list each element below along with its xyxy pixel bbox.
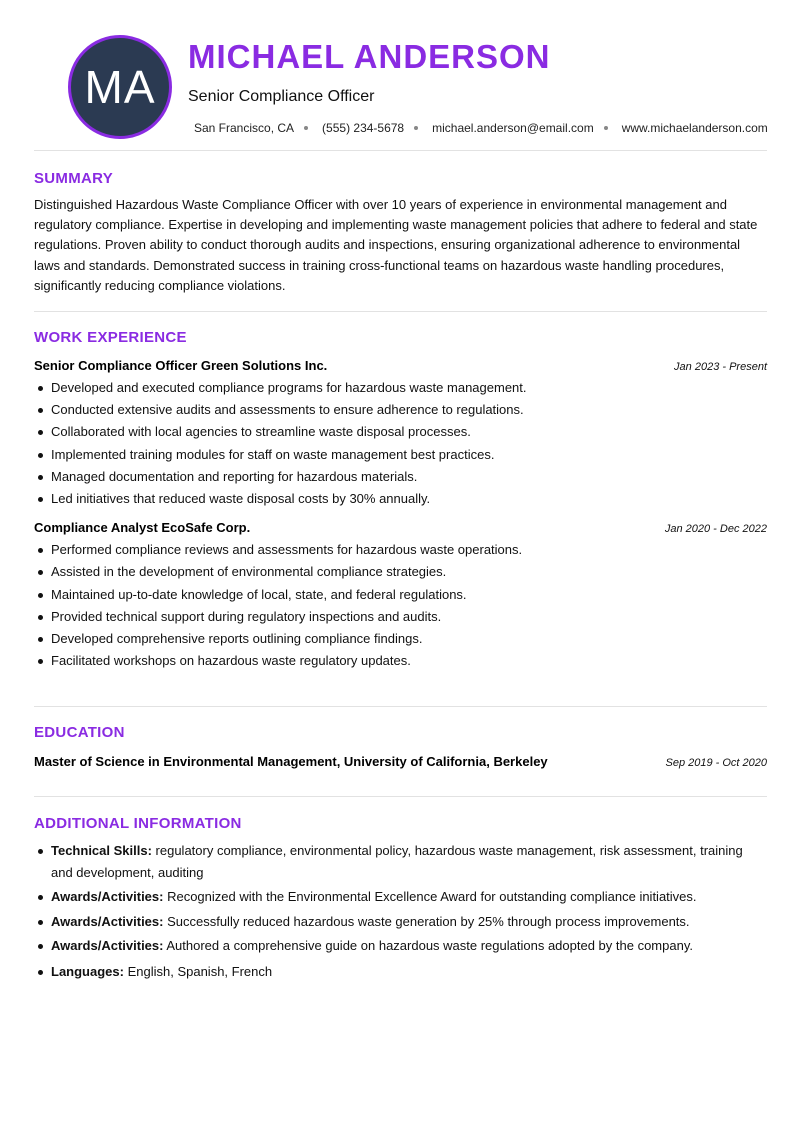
item-text: Recognized with the Environmental Excellence Award for outstanding compliance initiatives. (163, 889, 697, 905)
list-item: Developed and executed compliance programs for hazardous waste management. (51, 377, 767, 399)
item-label: Awards/Activities: (51, 937, 164, 953)
job-title: Senior Compliance Officer Green Solutions Inc. (34, 358, 328, 373)
contact-website[interactable]: www.michaelanderson.com (621, 121, 768, 135)
item-text: Successfully reduced hazardous waste generation by 25% through process improvements. (163, 913, 690, 929)
list-item: Performed compliance reviews and assessments for hazardous waste operations. (51, 539, 767, 561)
item-text: English, Spanish, French (123, 964, 273, 980)
job-bullets (34, 539, 767, 672)
contact-location: San Francisco, CA (194, 121, 295, 135)
job-header (34, 520, 767, 535)
list-item (51, 935, 767, 957)
list-item (51, 911, 767, 933)
job-dates: Jan 2020 - Dec 2022 (664, 523, 767, 536)
separator-dot-icon (304, 126, 308, 130)
job-bullets (34, 377, 767, 510)
list-item: Conducted extensive audits and assessments to ensure adherence to regulations. (51, 399, 767, 421)
list-item: Collaborated with local agencies to streamline waste disposal processes. (51, 421, 767, 443)
section-divider (34, 311, 767, 312)
item-label: Awards/Activities: (51, 913, 164, 929)
summary-section (34, 170, 767, 296)
job-header (34, 358, 767, 373)
job-entry (34, 358, 767, 510)
section-divider (34, 706, 767, 707)
separator-dot-icon (604, 126, 608, 130)
experience-heading: WORK EXPERIENCE (34, 329, 187, 346)
summary-heading: SUMMARY (34, 170, 114, 187)
education-section (34, 724, 767, 769)
item-text: Authored a comprehensive guide on hazardous waste regulations adopted by the company. (163, 937, 693, 953)
list-item: Managed documentation and reporting for hazardous materials. (51, 466, 767, 488)
list-item: Facilitated workshops on hazardous waste regulatory updates. (51, 650, 767, 672)
list-item (51, 886, 767, 908)
list-item: Led initiatives that reduced waste disposal costs by 30% annually. (51, 488, 767, 510)
item-label: Languages: (51, 964, 124, 980)
item-label: Awards/Activities: (51, 889, 164, 905)
list-item (51, 840, 767, 884)
separator-dot-icon (414, 126, 418, 130)
avatar (68, 35, 172, 139)
candidate-name: MICHAEL ANDERSON (188, 38, 551, 75)
item-text: regulatory compliance, environmental policy, hazardous waste management, risk assessment, training and development, auditing (51, 843, 743, 881)
contact-phone: (555) 234-5678 (322, 121, 405, 135)
job-dates: Jan 2023 - Present (674, 361, 767, 373)
education-heading: EDUCATION (34, 724, 125, 741)
list-item: Developed comprehensive reports outlining compliance findings. (51, 628, 767, 650)
candidate-role: Senior Compliance Officer (188, 88, 375, 105)
job-entry (34, 520, 767, 672)
resume-header (34, 0, 767, 150)
degree-title: Master of Science in Environmental Management, University of California, Berkeley (34, 754, 548, 769)
list-item: Provided technical support during regulatory inspections and audits. (51, 606, 767, 628)
contact-line (194, 121, 768, 135)
list-item: Maintained up-to-date knowledge of local, state, and federal regulations. (51, 584, 767, 606)
additional-list (34, 840, 767, 983)
summary-text: Distinguished Hazardous Waste Compliance Officer with over 10 years of experience in environmental management and regulatory compliance. Expertise in developing and implementing waste management policies that adhere to federal and state regulations. Proven ability to conduct thorough audits and inspections, ensuring organizational adherence to environmental laws and standards. Demonstrated success in training cross-functional teams on hazardous waste handling procedures, significantly reducing compliance violations. (34, 197, 758, 293)
contact-email[interactable]: michael.anderson@email.com (432, 121, 594, 135)
item-label: Technical Skills: (51, 843, 152, 858)
section-divider (34, 796, 767, 797)
list-item: Assisted in the development of environmental compliance strategies. (51, 561, 767, 583)
header-divider (34, 150, 767, 151)
education-dates: Sep 2019 - Oct 2020 (665, 757, 767, 769)
experience-section (34, 329, 767, 672)
list-item (51, 961, 767, 983)
additional-section (34, 815, 767, 985)
avatar-initials: MA (84, 61, 156, 113)
job-title: Compliance Analyst EcoSafe Corp. (34, 520, 251, 536)
education-entry (34, 754, 767, 769)
list-item: Implemented training modules for staff on waste management best practices. (51, 444, 767, 466)
additional-heading: ADDITIONAL INFORMATION (34, 815, 242, 832)
